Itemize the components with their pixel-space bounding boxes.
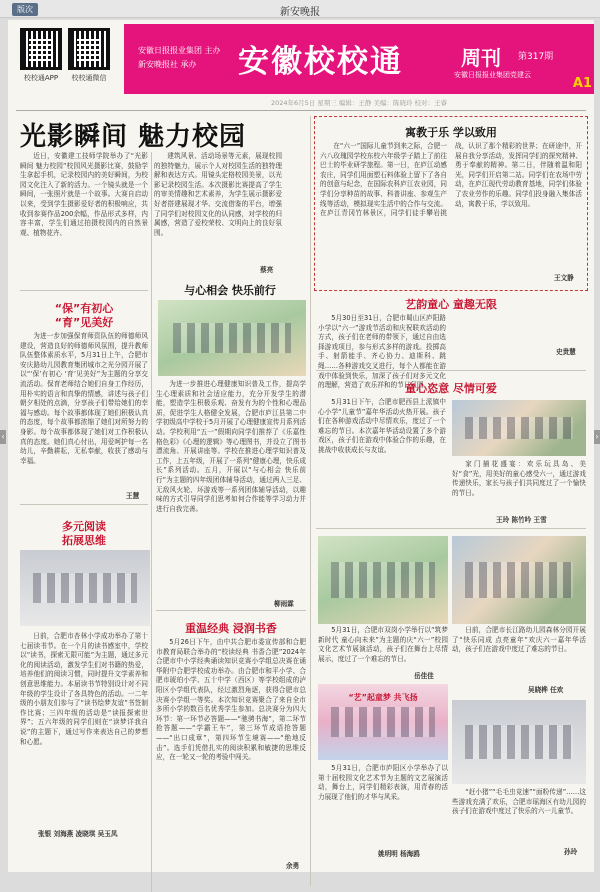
article2-headline-2: “育”见美好 (54, 316, 114, 329)
article3-headline-1: 多元阅读 (62, 520, 106, 533)
article11-photo (318, 684, 448, 760)
article5-byline: 余勇 (286, 862, 300, 870)
page-number: A1 (572, 76, 592, 91)
article1-headline: 光影瞬间 魅力校园 (20, 122, 247, 152)
article11-caption: 5月31日，合肥市庐阳区小学举办了以第十届校园文化艺术节为主题的文艺展演活动，舞台上，同学们精彩表演，用青春的活力展现了他们的才华与风采。 (318, 764, 448, 801)
article11-byline: 姚明明 杨海鸥 (378, 850, 420, 858)
qr-app-label: 校校通APP (23, 74, 59, 82)
column-divider (310, 116, 311, 886)
article9-byline: 岳佳佳 (414, 672, 434, 680)
masthead-cloud: 安徽日报报业集团党建云 (454, 71, 531, 79)
article4-photo (158, 300, 306, 376)
article12-byline: 孙玲 (564, 848, 578, 856)
prev-page-arrow-icon[interactable]: ‹ (0, 430, 6, 444)
article6-headline: 寓教于乐 学以致用 (405, 126, 497, 139)
article3-body: 日前，合肥市杏林小学成功举办了第十七届读书节。在一个月的读书感室中，学校以“读书，探索无限可能”为主题，通过多元化的阅读活动，激发学生们对书籍的热爱，培养他们的阅读习惯，同时提升文学素养和创意思维能力。本届读书节特别设计对不同年级的学生设计了各具特色的活动。一二年级的小朋友们参与了“读书绘梦友谊”书签制作比赛；三四年级的活动是“读报探索世界”；五六年级的同学们则在“读梦详我自说”的主题下，通过写作来表达自己的梦想和心愿。 (20, 632, 148, 746)
article10-byline: 吴晓桦 任欢 (528, 686, 564, 694)
article12-photo (452, 700, 586, 784)
masthead-logo: 安徽校校通 (238, 44, 403, 80)
section-divider (20, 504, 148, 505)
qr-code-app-icon (20, 28, 62, 70)
masthead-weekly: 周刊 (461, 46, 501, 70)
article6-body: 在“六一”国际儿童节到来之际，合肥一六八玫瑰园学校东校六年级学子踏上了前往巴士的毕业研学旅程。第一日，在庐江动感农庄，同学们用面塑石料体验上留下了各自的创意与纪念，在国际农科庐江农业园，同学们分享种苗的故事、科普讲座、参观生产线等活动，模拟现实生活中的合作与交流。在庐江青冈竹林景区，同学们徒手攀岩挑战，认识了那个精彩的世界；在研途中，开展自我分享活动，发挥同学们的探究精神、勇于奉献的精神。第二日，伴随着温和阳光，同学们开启第二站。同学们在农场中劳动，在庐江现代劳动教育基地，同学们体验了农业劳作的乐趣。同学们投身融入集体活动，寓教于乐，学以致用。 (320, 142, 582, 218)
article7-byline: 史贵慧 (556, 348, 576, 356)
article4-byline: 柳雨霖 (274, 600, 294, 608)
section-divider (316, 528, 586, 529)
qr-code-wechat-icon (68, 28, 110, 70)
article5-headline: 重温经典 浸润书香 (185, 622, 277, 635)
article10-photo (452, 536, 586, 624)
article1-byline: 蔡亮 (260, 266, 274, 274)
article8-body: 5月31日下午，合肥市肥西县上派镇中心小学“儿童节”嘉年华活动火热开展。孩子们在各种游戏活动中尽情欢乐，度过了一个难忘的节日。本次嘉年华活动设置了多个游戏区，孩子们在游戏中体验合作的乐趣，在挑战中收获成长与友谊。 (318, 398, 446, 454)
article10-caption: 日前，合肥市长江路幼儿园森林分园开展了“快乐同成 点亮童年”欢庆六一嘉年华活动，孩子们在游戏中度过了难忘的节日。 (452, 626, 586, 654)
masthead-banner (124, 24, 594, 94)
next-page-arrow-icon[interactable]: › (594, 430, 600, 444)
section-divider (156, 610, 306, 611)
article8-headline: 童心恣意 尽情可爱 (405, 382, 497, 395)
article1-col1: 近日，安徽建工技师学院举办了“光影瞬间 魅力校园”校园风光摄影比赛，鼓励学生拿起手机，记录校园内的美好瞬间，为校园文化注入了新的活力。一个镜头就是一个瞬间，一张照片就是一个故事。大赛自启动以来，受到学生摄影爱好者的积极响应，共收到参赛作品200余幅，作品形式多样，内容丰富，学生们通过拍摄校园内的自然景观、植物花卉、 (20, 152, 148, 237)
version-button[interactable]: 版次 (12, 3, 38, 16)
article3-headline-2: 拓展思维 (62, 534, 106, 547)
viewer-title: 新安晚报 (280, 7, 320, 18)
article5-body: 5月26日下午，由中共合肥市委宣传部和合肥市教育局联合举办的“校读经典 书香合肥”2024年合肥市中小学经典诵读知识竞赛小学组总决赛在诵华附中合肥学校成功举办。由合肥市和平小学、合肥市琥珀小学、五十中学（西区）等学校组成的泸阳区小学组代表队，经过激烈角逐，获得合肥市总决赛小学组一等奖。本次知识竞赛聚合了来自全市多所小学的数百名优秀学生参加。总决赛分为四大环节：第一环节必答题——“驰骋书海”，第二环节抢答题——“学霸王车”，第三环节成语抢答题——“出口成章”，第四环节生境赛——“绝地反击”。选手们凭借扎实的阅读积累和敏捷的思维反应，在一轮又一轮的考验中闯关。 (156, 638, 306, 762)
masthead-rule (16, 110, 586, 111)
article4-headline: 与心相会 快乐前行 (184, 284, 276, 297)
viewer-top-bar (0, 0, 600, 18)
article6-byline: 王文静 (554, 274, 574, 282)
article8-photo (452, 400, 586, 456)
qr-wechat-label: 校校通微信 (71, 74, 107, 82)
article4-body: 为进一步推进心理健康知识普及工作，提高学生心理素质和社会适应能力，充分开发学生的潜能，塑造学生积极乐观、奋发有为的个性和心理品质，促进学生人格健全发展，合肥市庐江县第二中学初级高中学校于5月开展了心理健康宣传月系列活动。学校利用“五一”假期向同学们推荐了《乐嘉性格色彩》《心理的逻辑》等心理图书，并设立了图书漂流角、开展讲座等。学校在推进心理学知识普及工作，上五年级，开展了一系列“健康心理，快乐成长”系列活动。五月，开展以“与心相会 快乐前行”为主题的四年级团体辅导活动，通过两人三足、无敌风火轮、坏游戏等一系列团体辅导活动，以趣味的方式引导同学们思考如何合作能等学习动力并进行自我完善。 (156, 380, 306, 513)
section-divider (316, 370, 586, 371)
article3-byline: 张银 刘海燕 凌晓琪 吴玉凤 (38, 830, 118, 838)
stage-banner-text: “艺”起童梦 共飞扬 (348, 693, 418, 702)
dateline: 2024年6月5日 星期三 编辑：王静 美编：陈晓玲 校对：王睿 (270, 99, 448, 107)
article9-photo (318, 536, 448, 624)
masthead-org (138, 44, 221, 72)
column-divider (151, 152, 152, 892)
article8-byline: 王玲 陈竹吟 王雪 (496, 516, 547, 524)
article9-caption: 5月31日，合肥市双岗小学举行以“筑梦新时代 童心向未来”为主题的庆“六一”校园文化艺术节展演活动，孩子们在舞台上尽情展示，度过了一个难忘的节日。 (318, 626, 448, 663)
article7-body: 5月30日至31日，合肥市蜀山区庐阳路小学以“六一”游戏节活动和庆祝联欢活动的方式，孩子们在老师的带领下，通过自由选择游戏项目，参与形式多样的游戏。投掷高手、射箭能手、齐心协力、迪斯科、跳绳……各种游戏交叉进行，每个人都能在游戏中体验到快乐，加深了孩子们对多元文化的理解，营造了欢乐祥和的节日氛围。 (318, 314, 446, 390)
article8-caption: 家门捕花盛宴：欢乐玩具岛、美好“食”光，用美好的童心感受六一，通过游戏传递快乐，家长与孩子们共同度过了一个愉快的节日。 (452, 460, 586, 497)
section-divider (20, 290, 148, 291)
article2-headline-1: “保”有初心 (54, 302, 114, 315)
article12-caption: “赶小猪”“毛毛虫竞速”“面粉传递”……这些游戏充满了欢乐，合肥市瑶海区有幼儿园的孩子们在游戏中度过了快乐的六一儿童节。 (452, 788, 586, 816)
article2-body: 为进一步加强保育师资队伍的师德师风建设，营造良好的师德师风氛围，提升教师队伍整体素质水平，5月31日上午，合肥市安庆路幼儿园教育集团城市之光分园开展了以“‘保’有初心 ‘育’见美好”为主题的分享交流活动。保育老师结合她们自身工作经历，用朴实的语言和真挚的情感，讲述与孩子们朝夕相处的点滴，分享孩子们带给她们的幸福与感动。每个故事都体现了她们积极认真的态度，每个故事都浓缩了她们对所努力的身影。每个故事都体现了她们对工作积极认真的态度。她们真心付出，用爱呵护每一名幼儿，辛勤耕耘，无私奉献，收获了感动与幸福。 (20, 332, 148, 465)
newspaper-page (8, 20, 594, 872)
article1-col2: 建筑风景、活动场景等元素，展现校园的独特魅力，展示个人对校园生活的独特理解和表达方式。用镜头定格校园美景，以光影记录校园生活。本次摄影比赛提高了学生的审美情趣和艺术素养，为学生展示摄影爱好者搭建展现才华、交流借鉴的平台，增强了同学们对校园文化的认同感，对学校的归属感，营造了爱校荣校、文明向上的良好氛围。 (154, 152, 282, 237)
article7-headline: 艺韵童心 童趣无限 (405, 298, 497, 311)
issue-number: 第317期 (518, 52, 554, 62)
article2-byline: 王慧 (126, 492, 140, 500)
org-line-1: 安徽日报报业集团 主办 (138, 46, 221, 55)
article3-photo (20, 550, 150, 626)
org-line-2: 新安晚报社 承办 (138, 60, 197, 69)
